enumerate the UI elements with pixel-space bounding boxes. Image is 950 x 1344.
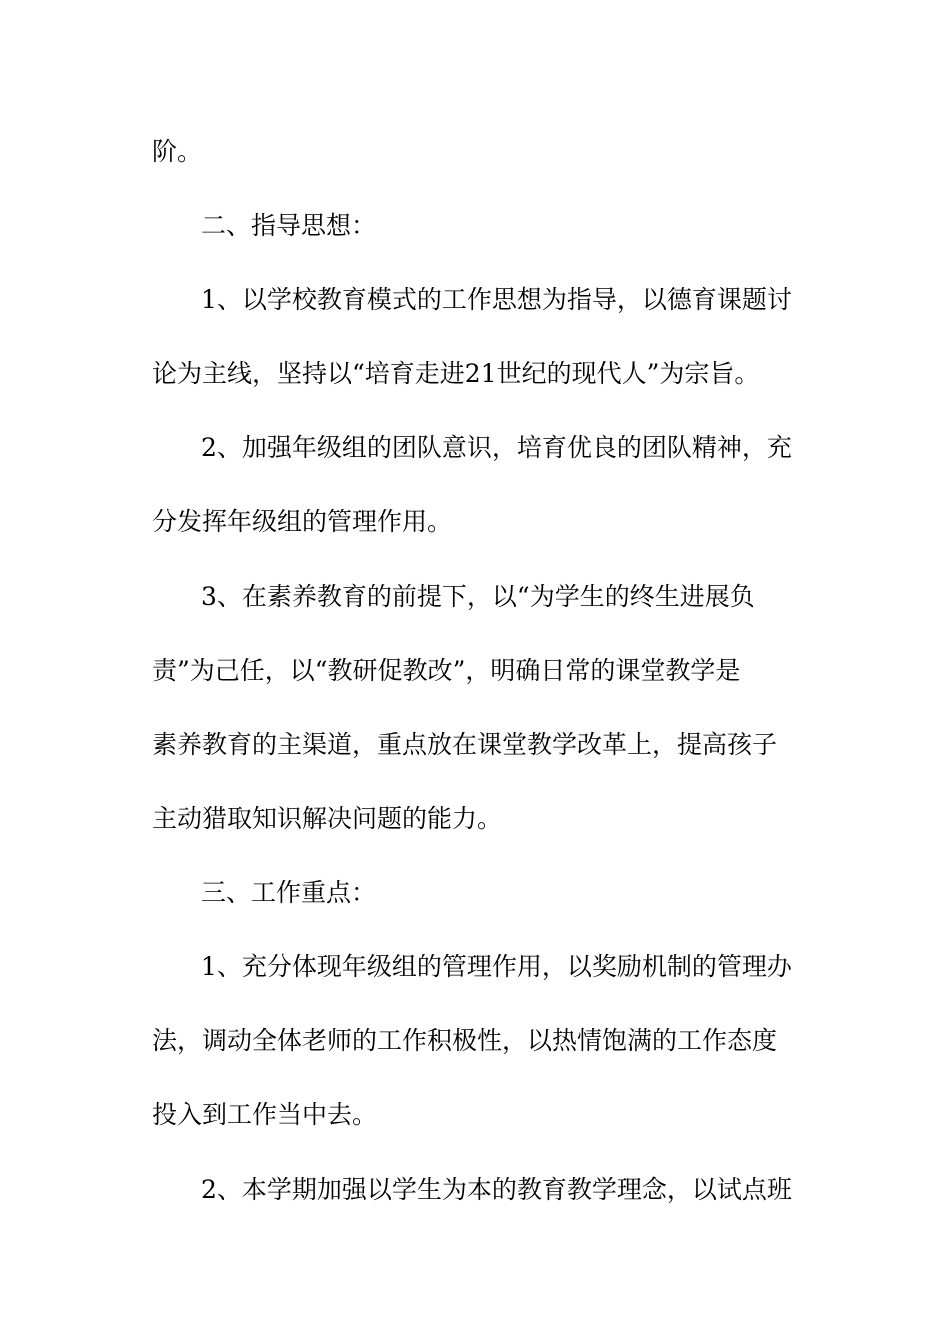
text-line: 阶。 xyxy=(152,137,203,166)
text-line: 论为主线，坚持以“培育走进21世纪的现代人”为宗旨。 xyxy=(152,359,760,388)
text-line: 分发挥年级组的管理作用。 xyxy=(152,507,453,536)
text-line: 1、以学校教育模式的工作思想为指导，以德育课题讨 xyxy=(201,285,792,314)
text-line: 3、在素养教育的前提下，以“为学生的终生进展负 xyxy=(201,582,755,611)
section-heading: 二、指导思想： xyxy=(201,211,377,240)
text-line: 2、本学期加强以学生为本的教育教学理念，以试点班 xyxy=(201,1175,792,1204)
text-line: 责”为己任，以“教研促教改”，明确日常的课堂教学是 xyxy=(152,656,741,685)
text-line: 1、充分体现年级组的管理作用，以奖励机制的管理办 xyxy=(201,952,792,981)
text-line: 素养教育的主渠道，重点放在课堂教学改革上，提高孩子 xyxy=(152,730,778,759)
text-line: 2、加强年级组的团队意识，培育优良的团队精神，充 xyxy=(201,433,792,462)
text-line: 投入到工作当中去。 xyxy=(152,1100,378,1129)
section-heading: 三、工作重点： xyxy=(201,878,377,907)
text-line: 法，调动全体老师的工作积极性，以热情饱满的工作态度 xyxy=(152,1026,778,1055)
text-line: 主动猎取知识解决问题的能力。 xyxy=(152,804,503,833)
